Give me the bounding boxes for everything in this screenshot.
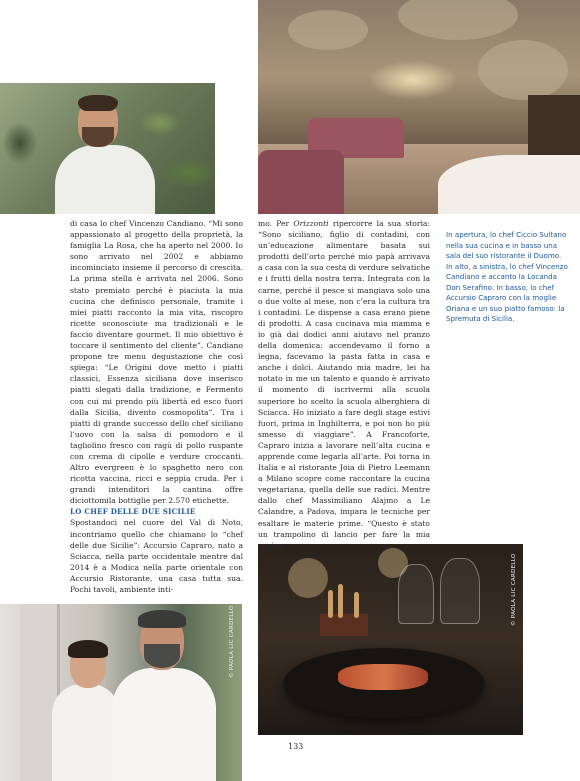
photo-rock — [398, 0, 518, 40]
photo-woman-chef-jacket — [52, 684, 120, 781]
photo-chef-hair — [78, 95, 118, 111]
photo-locanda-don-serafino — [258, 0, 580, 214]
photo-caption — [446, 230, 570, 325]
photo-wine-glass — [440, 558, 480, 624]
article-column-left — [70, 218, 243, 595]
photo-armchair — [258, 150, 344, 214]
photo-chef-vincenzo-candiano — [0, 83, 215, 214]
body-lead: mo. Per — [258, 219, 294, 228]
photo-chef-beard — [82, 127, 114, 147]
article-column-middle — [258, 218, 430, 551]
section-subhead: LO CHEF DELLE DUE SICILIE — [70, 507, 196, 517]
body-paragraph — [258, 218, 430, 551]
photo-spremuta-di-sicilia — [258, 544, 523, 735]
photo-bread-stand — [320, 614, 368, 636]
photo-credit: © PAOLA LIC CARDELLO — [229, 605, 235, 678]
caption-line: In apertura, lo chef Ciccio Sultano nella sua cucina e in basso una sala del suo ristorante il Duomo. — [446, 230, 567, 260]
photo-rock — [288, 10, 368, 50]
photo-grissino — [328, 590, 333, 618]
page-number: 133 — [288, 742, 304, 751]
photo-man-beard — [144, 644, 180, 668]
photo-table — [438, 155, 580, 214]
photo-grissino — [354, 592, 359, 618]
body-paragraph: Spostandoci nel cuore del Val di Noto, incontriamo quello che chiamano lo “chef delle due Sicilie”: Accursio Capraro, nato a Sciacca, nella parte occidentale mentre dal 2014 è a Modica nella parte orientale con Accursio Ristorante, una casa tutta sua. Pochi tavoli, ambiente inti- — [70, 518, 243, 594]
body-text: ripercorre la sua storia: “Sono siciliano, figlio di contadini, con un’educazione alimentare basata sui prodotti dell’orto perché mio papà arrivava a casa con la sua cesta di verdure selvatiche e i frutti della nostra terra. Integrata con la carne, perché il pesce si mangiava solo una o due volte al mese, non c’era la cultura tra i contadini. Le dispense a casa erano piene di prodotti. A casa cucinava mia mamma e io già dai dodici anni aiutavo nel pranzo della domenica: accendevamo il forno a legna, facevamo la pasta fatta in casa e anche i dolci. Aiutando mia madre, lei ha notato in me un talento e quando è arrivato il momento di iscrivermi alla scuola superiore ho scelto la scuola alberghiera di Sciacca. Ho iniziato a fare degli stage estivi fuori, prima in Inghilterra, e poi non ho più smesso di viaggiare”. A Francoforte, Capraro inizia a lavorare nell’alta cucina e apprende come legarla all’arte. Poi torna in Italia e al ristorante Joia di Pietro Leemann a Milano scopre come raccontare la cucina vegetariana, quella delle sue radici. Mentre dallo chef Massimiliano Alajmo a Le Calandre, a Padova, impara le tecniche per esaltare le materie prime. “Questo è stato un trampolino di lancio per fare la mia cucina – — [258, 219, 431, 550]
photo-man-hair — [138, 610, 186, 628]
photo-chef-jacket — [55, 145, 155, 214]
photo-rock — [478, 40, 568, 100]
photo-man-chef-jacket — [112, 668, 216, 781]
photo-credit: © PAOLA LIC CARDELLO — [511, 553, 517, 626]
body-paragraph: di casa lo chef Vincenzo Candiano. “Mi sono appassionato al progetto della proprietà, la famiglia La Rosa, che ha aperto nel 2000. Io sono arrivato nel 2002 e abbiamo incominciato insieme il percorso di crescita. La prima stella è arrivata nel 2006. Sono stato premiato perché è piaciuta la mia cucina che definisco personale, tramite i miei piatti racconto la mia vita, riscopro ricette sconosciute ma tradizionali e le faccio diventare gourmet. Il mio obiettivo è toccare il sentimento del cliente”. Candiano propone tre menu degustazione che così spiega: “Le Origini dove metto i piatti classici, Essenza siciliana dove inserisco piatti slegati dalla tradizione, e Fermento con cui mi prendo più libertà ed esco fuori dalla Sicilia, divento cosmopolita”. Tra i piatti di grande successo dello chef siciliano l’uovo con la salsa di pomodoro e il tagliolino fresco con ragù di pollo ruspante con crema di cipolle e verdure croccanti. Altro evergreen è lo spaghetto nero con ricotta vaccina, ricci e seppia cruda. Per i grandi intenditori la cantina offre diciottomila bottiglie per 2.570 etichette. — [70, 219, 243, 506]
photo-accursio-capraro-and-oriana — [0, 604, 242, 781]
photo-wine-glass — [398, 564, 434, 624]
photo-bokeh — [288, 558, 328, 598]
magazine-name: Orizzonti — [293, 219, 329, 228]
caption-line: In alto, a sinistra, lo chef Vincenzo Candiano e accanto la Locanda Don Serafino. In basso, lo chef Accursio Capraro con la moglie Oriana e un suo piatto famoso: la Spremuta di Sicilia. — [446, 261, 568, 323]
photo-woman-hair — [68, 640, 108, 658]
photo-food — [338, 664, 428, 690]
photo-light — [368, 60, 458, 100]
photo-wine-shelf — [528, 95, 580, 155]
photo-grissino — [338, 584, 343, 618]
